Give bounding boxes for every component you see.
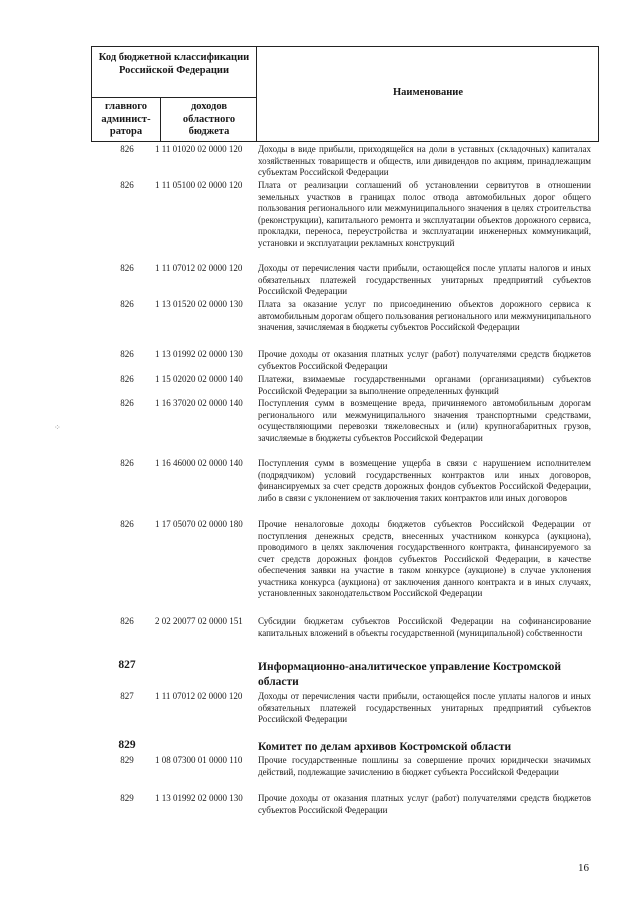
admin-code: 826 [120, 374, 134, 384]
income-name: Плата от реализации соглашений об установлении сервитутов в отношении земельных участков в границах полос отвода автомобильных дорог общего пользования регионального или межмуниципального значения в целях строительства (реконструкции), капитального ремонта и эксплуатации объектов дорожного сервиса, прокладки, переноса, переустройства и эксплуатации инженерных коммуникаций, установки и эксплуатации рекламных конструкций [258, 180, 591, 248]
admin-code: 826 [120, 616, 134, 626]
admin-code: 829 [120, 793, 134, 803]
admin-code: 826 [120, 398, 134, 408]
income-code: 1 16 46000 02 0000 140 [155, 458, 243, 468]
income-code: 2 02 20077 02 0000 151 [155, 616, 243, 626]
income-name: Поступления сумм в возмещение ущерба в связи с нарушением исполнителем (подрядчиком) условий государственных контрактов или иных договоров, финансируемых за счет средств дорожных фондов субъектов Российской Федерации, либо в связи с уклонением от заключения таких контрактов или иных договоров [258, 458, 591, 503]
header-budget-classification: Код бюджетной классификации Российской Федерации [98, 52, 250, 76]
income-code: 1 11 05100 02 0000 120 [155, 180, 243, 190]
income-name: Прочие неналоговые доходы бюджетов субъектов Российской Федерации от поступления денежных средств, внесенных участником конкурса (аукциона), проводимого в целях заключения государственного контракта, финансируемого за счет средств дорожных фондов субъектов Российской Федерации, в качестве обеспечения заявки на участие в таком конкурсе (аукционе) в случае уклонения участника конкурса (аукциона) от заключения данного контракта и в иных случаях, установленных законодательством Российской Федерации [258, 519, 591, 598]
income-code: 1 17 05070 02 0000 180 [155, 519, 243, 529]
admin-code: 826 [120, 299, 134, 309]
admin-code: 829 [120, 755, 134, 765]
income-name: Доходы от перечисления части прибыли, остающейся после уплаты налогов и иных обязательных платежей государственных унитарных предприятий субъектов Российской Федерации [258, 263, 591, 296]
scan-mark: ⁘ [54, 423, 61, 432]
income-code: 1 11 07012 02 0000 120 [155, 691, 243, 701]
income-name: Субсидии бюджетам субъектов Российской Федерации на софинансирование капитальных вложений в объекты государственной (муниципальной) собственности [258, 616, 591, 638]
section-admin-code: 827 [118, 659, 136, 671]
admin-code: 826 [120, 144, 134, 154]
income-name: Платежи, взимаемые государственными органами (организациями) субъектов Российской Федерации за выполнение определенных функций [258, 374, 591, 396]
table-header [91, 46, 599, 142]
section-title: Комитет по делам архивов Костромской области [258, 741, 512, 753]
income-name: Доходы в виде прибыли, приходящейся на доли в уставных (складочных) капиталах хозяйственных товариществ и обществ, или дивидендов по акциям, принадлежащим субъектам Российской Федерации [258, 144, 591, 177]
section-title: Информационно-аналитическое управление Костромской области [258, 661, 561, 688]
header-split-line [92, 97, 256, 98]
income-code: 1 11 07012 02 0000 120 [155, 263, 243, 273]
header-col-income: доходов областного бюджета [182, 101, 236, 137]
income-name: Плата за оказание услуг по присоединению объектов дорожного сервиса к автомобильным дорогам общего пользования регионального или межмуниципального значения, зачисляемая в бюджеты субъектов Российской Федерации [258, 299, 591, 332]
income-code: 1 15 02020 02 0000 140 [155, 374, 243, 384]
admin-code: 826 [120, 180, 134, 190]
admin-code: 827 [120, 691, 134, 701]
income-code: 1 08 07300 01 0000 110 [155, 755, 243, 765]
admin-code: 826 [120, 458, 134, 468]
header-divider [256, 47, 257, 141]
income-name: Прочие государственные пошлины за совершение прочих юридически значимых действий, подлежащие зачислению в бюджет субъекта Российской Федерации [258, 755, 591, 777]
admin-code: 826 [120, 263, 134, 273]
header-subdivider [160, 97, 161, 141]
admin-code: 826 [120, 349, 134, 359]
header-col-admin: главного админист-ратора [101, 101, 151, 137]
income-code: 1 13 01992 02 0000 130 [155, 793, 243, 803]
income-name: Поступления сумм в возмещение вреда, причиняемого автомобильным дорогам регионального или межмуниципального значения транспортными средствами, осуществляющими перевозки тяжеловесных и (или) крупногабаритных грузов, зачисляемые в бюджеты субъектов Российской Федерации [258, 398, 591, 443]
page-number: 16 [578, 862, 589, 874]
income-name: Доходы от перечисления части прибыли, остающейся после уплаты налогов и иных обязательных платежей государственных унитарных предприятий субъектов Российской Федерации [258, 691, 591, 724]
admin-code: 826 [120, 519, 134, 529]
income-name: Прочие доходы от оказания платных услуг (работ) получателями средств бюджетов субъектов Российской Федерации [258, 349, 591, 371]
income-code: 1 13 01992 02 0000 130 [155, 349, 243, 359]
header-col-name: Наименование [393, 87, 463, 98]
section-admin-code: 829 [118, 739, 136, 751]
income-code: 1 13 01520 02 0000 130 [155, 299, 243, 309]
income-code: 1 11 01020 02 0000 120 [155, 144, 243, 154]
income-code: 1 16 37020 02 0000 140 [155, 398, 243, 408]
income-name: Прочие доходы от оказания платных услуг (работ) получателями средств бюджетов субъектов Российской Федерации [258, 793, 591, 815]
